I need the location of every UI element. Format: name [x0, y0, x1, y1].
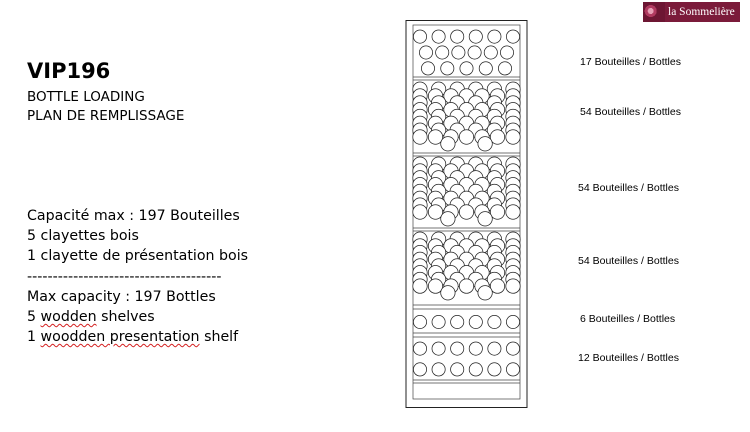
bottle-zone-6: [451, 363, 464, 376]
bottle-zone-1: [421, 62, 434, 75]
bottle-zone-6: [432, 342, 445, 355]
zone-label-2: 54 Bouteilles / Bottles: [580, 106, 681, 118]
capacity-fr: Capacité max : 197 Bouteilles: [27, 208, 240, 224]
bottle-zone-5: [432, 315, 445, 328]
bottle-zone-6: [469, 342, 482, 355]
bottle-zone-1: [506, 30, 519, 43]
bottle-zone-1: [468, 46, 481, 59]
bottle-zone-1: [436, 46, 449, 59]
presentation-shelf-en: 1 woodden presentation shelf: [27, 329, 239, 346]
logo-emblem-icon: [643, 2, 665, 22]
bottle-zone-4: [478, 286, 492, 300]
shelves-en: 5 wodden shelves: [27, 309, 155, 326]
bottle-zone-6: [506, 342, 519, 355]
bottle-zone-6: [413, 342, 426, 355]
bottle-zone-1: [451, 30, 464, 43]
bottle-zone-6: [451, 342, 464, 355]
bottle-zone-5: [488, 315, 501, 328]
bottle-zone-6: [488, 342, 501, 355]
brand-logo: [643, 2, 740, 22]
bottle-zone-2: [441, 137, 455, 151]
bottle-zone-2: [459, 130, 473, 144]
bottle-zone-3: [506, 205, 520, 219]
bottle-zone-1: [441, 62, 454, 75]
bottle-zone-3: [441, 212, 455, 226]
zone-label-6: 12 Bouteilles / Bottles: [578, 352, 679, 364]
bottle-zone-1: [432, 30, 445, 43]
zone-label-3: 54 Bouteilles / Bottles: [578, 182, 679, 194]
capacity-spec: [27, 206, 248, 347]
bottle-zone-6: [413, 363, 426, 376]
bottle-zone-1: [413, 30, 426, 43]
bottle-zone-2: [506, 130, 520, 144]
cabinet-diagram: [405, 20, 529, 410]
bottle-zone-1: [419, 46, 432, 59]
zone-label-1: 17 Bouteilles / Bottles: [580, 56, 681, 68]
bottle-zone-4: [506, 279, 520, 293]
bottle-zone-1: [484, 46, 497, 59]
spell-check-phrase: woodden presentation: [40, 329, 200, 346]
bottle-zone-5: [451, 315, 464, 328]
capacity-en: Max capacity : 197 Bottles: [27, 288, 216, 305]
bottle-zone-2: [413, 130, 427, 144]
bottle-zone-1: [452, 46, 465, 59]
separator-line: --------------------------------------: [27, 268, 222, 285]
bottle-zone-1: [488, 30, 501, 43]
bottle-zone-5: [413, 315, 426, 328]
bottle-zone-6: [506, 363, 519, 376]
bottle-zone-6: [432, 363, 445, 376]
shelves-fr: 5 clayettes bois: [27, 228, 139, 245]
bottle-zone-1: [500, 46, 513, 59]
bottle-zone-4: [413, 279, 427, 293]
bottle-zone-1: [479, 62, 492, 75]
logo-text: la Sommelière: [665, 2, 740, 22]
bottle-zone-1: [469, 30, 482, 43]
bottle-zone-6: [488, 363, 501, 376]
bottle-zone-2: [478, 137, 492, 151]
bottle-zone-1: [498, 62, 511, 75]
bottle-zone-3: [478, 212, 492, 226]
zone-label-4: 54 Bouteilles / Bottles: [578, 255, 679, 267]
presentation-shelf-fr: 1 clayette de présentation bois: [27, 248, 249, 265]
bottle-zone-6: [469, 363, 482, 376]
subtitle-english: BOTTLE LOADING: [27, 89, 145, 105]
bottle-zone-4: [441, 286, 455, 300]
bottle-zone-3: [459, 205, 473, 219]
bottle-zone-5: [506, 315, 519, 328]
bottle-zone-5: [469, 315, 482, 328]
model-title: VIP196: [27, 59, 111, 83]
zone-label-5: 6 Bouteilles / Bottles: [580, 313, 676, 325]
bottle-zone-3: [413, 205, 427, 219]
spell-check-word: wodden: [40, 309, 97, 326]
bottle-zone-4: [459, 279, 473, 293]
bottle-zone-1: [460, 62, 473, 75]
subtitle-french: PLAN DE REMPLISSAGE: [27, 108, 185, 124]
